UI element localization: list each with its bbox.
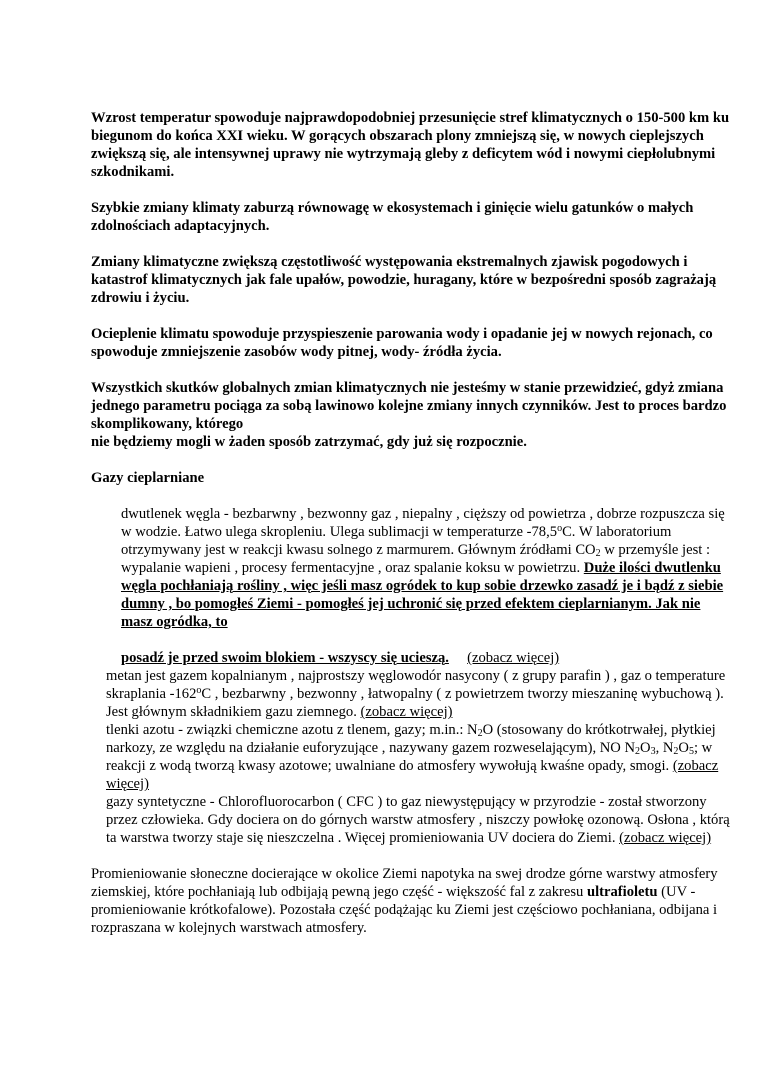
paragraph-unpredictable-effects (91, 379, 731, 451)
cfc-entry: gazy syntetyczne - Chlorofluorocarbon ( CFC ) to gaz niewystępujący w przyrodzie - został stworzony przez człowieka. Gdy dociera on do górnych warstw atmosfery , niszczy powłokę ozonową. Osłona , którą ta warstwa tworzy staje się nieszczelna . Więcej promieniowania UV dociera do Ziemi. (zobacz więcej) (106, 794, 730, 846)
paragraph-unpredictable-part2: nie będziemy mogli w żaden sposób zatrzymać, gdy już się rozpocznie. (91, 434, 527, 450)
co2-see-more-link[interactable]: (zobacz więcej) (467, 650, 560, 666)
co2-text: dwutlenek węgla - bezbarwny , bezwonny gaz , niepalny , cięższy od powietrza , dobrze rozpuszcza się w wodzie. Łatwo ulega skropleniu. Ulega sublimacji w temperaturze -78,5$^o$C. W laboratorium otrzymywany jest w reakcji kwasu solnego z marmurem. Głównym źródłami $CO_2$ w przemyśle jest : wypalanie wapieni , procesy fermentacyjne , oraz spalanie koksu w powietrzu. Duże ilości dwutlenku węgla pochłaniają rośliny , więc jeśli masz ogródek to kup sobie drzewko zasadź je i bądź z siebie dumny , bo pomogłeś Ziemi - pomogłeś jej uchronić się przed efektem cieplarnianym. Jak nie masz ogródka, to (121, 506, 725, 630)
co2-tree-advice: Duże ilości dwutlenku węgla pochłaniają rośliny , więc jeśli masz ogródek to kup sobie drzewko zasadź je i bądź z siebie dumny , bo pomogłeś Ziemi - pomogłeś jej uchronić się przed efektem cieplarnianym. Jak nie masz ogródka, to (121, 560, 724, 630)
document-page (91, 109, 731, 937)
paragraph-unpredictable-part1: Wszystkich skutków globalnych zmian klimatycznych nie jesteśmy w stanie przewidzieć, gdyż zmiana jednego parametru pociąga za sobą lawinowo kolejne zmiany innych czynników. Jest to proces bardzo skomplikowany, którego (91, 380, 727, 432)
methane-entry: metan jest gazem kopalnianym , najprostszy węglowodór nasycony ( z grupy parafin ) , gaz o temperature skraplania -162$^o$C , bezbarwny , bezwonny , łatwopalny ( z powietrzem tworzy mieszaninę wybuchową ). Jest głównym składnikiem gazu ziemnego. (zobacz więcej) (106, 668, 726, 720)
nox-entry: tlenki azotu - związki chemiczne azotu z tlenem, gazy; m.in.: $N_2O$ (stosowany do krótkotrwałej, płytkiej narkozy, ze względu na działanie euforyzujące , nazywany gazem rozweselającym), NO $N_2O_3$, $N_2O_5$; w reakcji z wodą tworzą kwasy azotowe; uwalniane do atmosfery wywołują kwaśne opady, smogi. (zobacz więcej) (106, 722, 719, 792)
ultraviolet-term: ultrafioletu (586, 884, 658, 900)
paragraph-extreme-weather: Zmiany klimatyczne zwiększą częstotliwość występowania ekstremalnych zjawisk pogodowych i katastrof klimatycznych jak fale upałów, powodzie, huragany, które w bezpośredni sposób zagrażają zdrowiu i życiu. (91, 254, 717, 306)
methane-see-more-link[interactable]: (zobacz więcej) (360, 704, 453, 720)
paragraph-water-evaporation: Ocieplenie klimatu spowoduje przyspieszenie parowania wody i opadanie jej w nowych rejonach, co spowoduje zmniejszenie zasobów wody pitnej, wody- źródła życia. (91, 326, 713, 360)
cfc-see-more-link[interactable]: (zobacz więcej) (619, 830, 712, 846)
co2-advice-end: posadź je przed swoim blokiem - wszyscy się ucieszą. (zobacz więcej) (121, 650, 560, 666)
paragraph-climate-zones: Wzrost temperatur spowoduje najprawdopodobniej przesunięcie stref klimatycznych o 150-500 km ku biegunom do końca XXI wieku. W gorących obszarach plony zmniejszą się, w nowych cieplejszych zwiększą się, ale intensywnej uprawy nie wytrzymają gleby z deficytem wód i nowymi ciepłolubnymi szkodnikami. (91, 110, 730, 180)
nox-see-more-link[interactable]: (zobacz więcej) (106, 758, 719, 792)
section-title: Gazy cieplarniane (91, 470, 205, 486)
paragraph-solar-radiation: Promieniowanie słoneczne docierające w okolice Ziemi napotyka na swej drodze górne warstwy atmosfery ziemskiej, które pochłaniają lub odbijają pewną jego część - większość fal z zakresu ultrafioletu (UV - promieniowanie krótkofalowe). Pozostała część podążając ku Ziemi jest częściowo pochłaniana, odbijana i rozpraszana w kolejnych warstwach atmosfery. (91, 866, 718, 936)
co2-entry (106, 505, 731, 667)
paragraph-ecosystems: Szybkie zmiany klimaty zaburzą równowagę w ekosystemach i ginięcie wielu gatunków o małych zdolnościach adaptacyjnych. (91, 200, 694, 234)
